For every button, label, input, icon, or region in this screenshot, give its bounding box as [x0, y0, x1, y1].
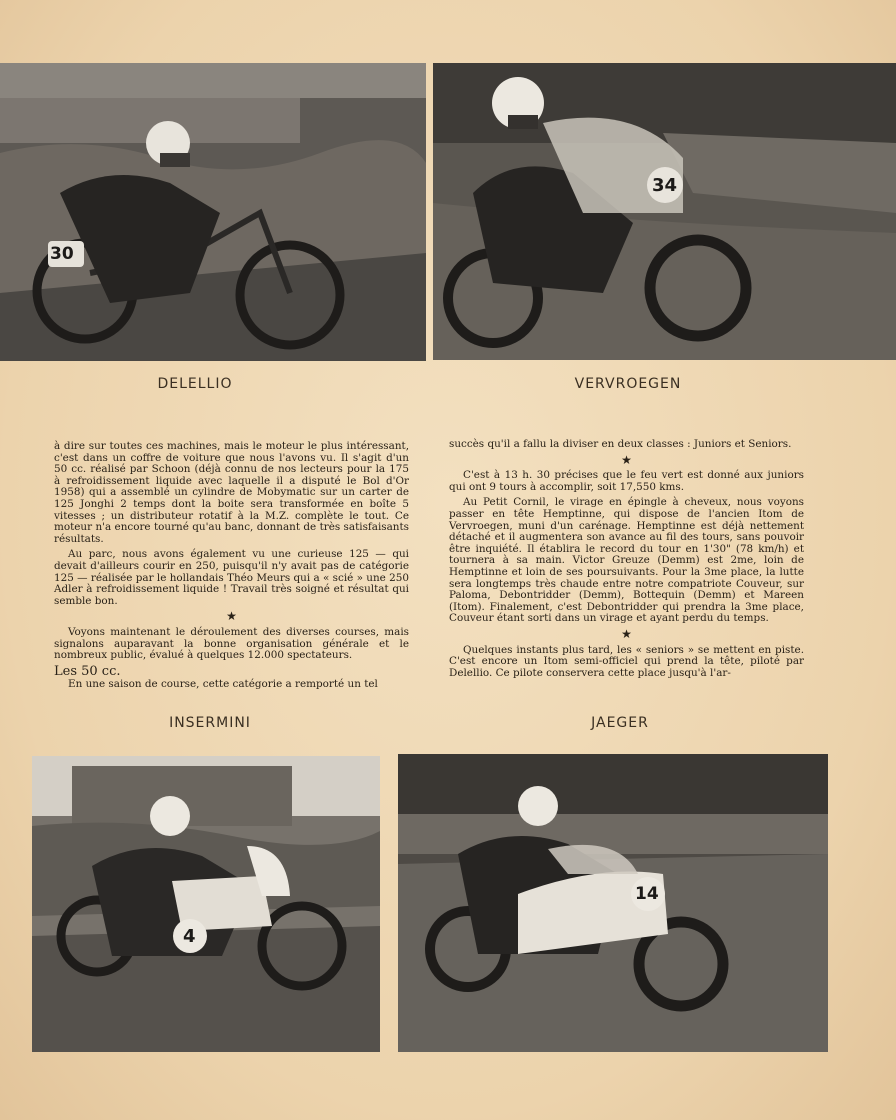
article-left-column — [54, 441, 409, 695]
star-separator: ★ — [226, 609, 237, 624]
caption-vervroegen: VERVROEGEN — [574, 376, 682, 392]
star-separator: ★ — [621, 452, 632, 467]
race-number-34: 34 — [652, 175, 678, 196]
star-separator: ★ — [621, 626, 632, 641]
race-number-14: 14 — [635, 884, 659, 904]
paragraph: Quelques instants plus tard, les « seniors » se mettent en piste. C'est encore un Itom semi-officiel qui prend la tête, piloté par Delellio. Ce pilote conservera cette place jusqu'à l'ar- — [449, 643, 804, 679]
photo-insermini — [32, 756, 380, 1052]
paragraph: C'est à 13 h. 30 précises que le feu vert est donné aux juniors qui ont 9 tours à accomplir, soit 17,550 kms. — [449, 469, 804, 493]
photo-vervroegen — [433, 63, 896, 360]
caption-insermini: INSERMINI — [169, 715, 251, 731]
paragraph: Voyons maintenant le déroulement des diverses courses, mais signalons auparavant la bonne organisation générale et le nombreux public, évalué à quelques 12.000 spectateurs. — [54, 625, 409, 662]
paragraph: succès qu'il a fallu la diviser en deux classes : Juniors et Seniors. — [449, 438, 792, 450]
photo-jaeger — [398, 754, 828, 1052]
paragraph: Au Petit Cornil, le virage en épingle à cheveux, nous voyons passer en tête Hemptinne, qui dispose de l'ancien Itom de Vervroegen, muni d'un carénage. Hemptinne est déjà nettement détaché et il augmentera son avance au fil des tours, sans pouvoir être inquiété. Il établira le record du tour en 1'30" (78 km/h) et tournera à sa main. Victor Greuze (Demm) est 2me, loin de Hemptinne et loin de ses poursuivants. Pour la 3me place, la lutte sera longtemps très chaude entre notre compatriote Couveur, sur Paloma, Debontridder (Demm), Bottequin (Demm) et Mareen (Itom). Finalement, c'est Debontridder qui prendra la 3me place, Couveur étant sorti dans un virage et ayant perdu du temps. — [449, 496, 804, 625]
race-number-4: 4 — [183, 926, 196, 947]
paragraph: à dire sur toutes ces machines, mais le moteur le plus intéressant, c'est dans un coffre de voiture que nous l'avons vu. Il s'agit d'un 50 cc. réalisé par Schoon (déjà connu de nos lecteurs pour la 175 à refroidissement liquide avec laquelle il a disputé le Bol d'Or 1958) qui a assemblé un cylindre de Mobymatic sur un carter de 125 Jonghi 2 temps dont la boite sera transformée en boîte 5 vitesses ; un distributeur rotatif à la M.Z. complète le tout. Ce moteur n'a encore tourné qu'au banc, donnant de très satisfaisants résultats. — [54, 440, 409, 545]
caption-jaeger: JAEGER — [591, 715, 649, 731]
paragraph: En une saison de course, cette catégorie a remporté un tel — [68, 678, 378, 691]
subheading-50cc: Les 50 cc. — [54, 663, 121, 679]
paragraph: Au parc, nous avons également vu une curieuse 125 — qui devait d'ailleurs courir en 250, puisqu'il n'y avait pas de catégorie 125 — réalisée par le hollandais Théo Meurs qui a « scié » une 250 Adler à refroidissement liquide ! Travail très soigné et résultat qui semble bon. — [54, 548, 409, 607]
article-right-column — [449, 439, 804, 683]
photo-delellio — [0, 63, 426, 361]
race-number-30: 30 — [50, 244, 74, 264]
caption-delellio: DELELLIO — [157, 376, 233, 392]
